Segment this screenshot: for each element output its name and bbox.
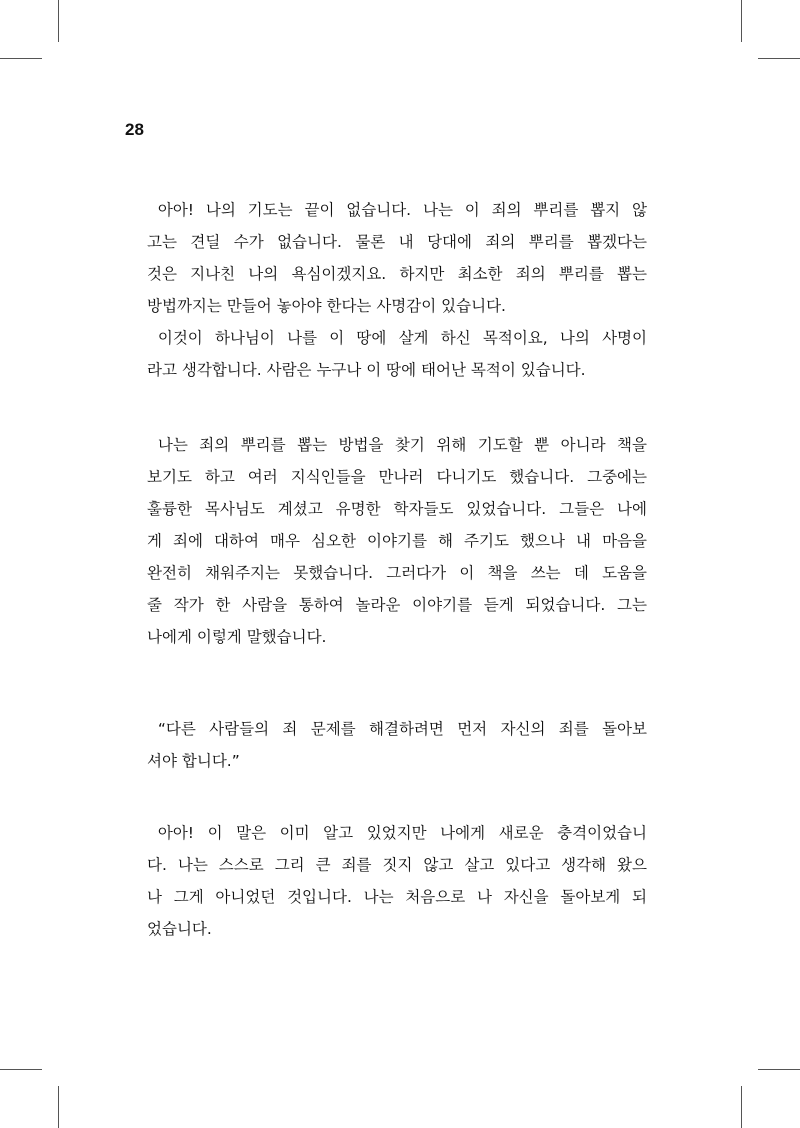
text-line: 아아! 나의 기도는 끝이 없습니다. 나는 이 죄의 뿌리를 뽑지 않 xyxy=(157,201,647,219)
crop-mark-top-left-horizontal xyxy=(0,58,42,59)
text-line: 것은 지나친 나의 욕심이겠지요. 하지만 최소한 죄의 뿌리를 뽑는 xyxy=(147,265,647,283)
crop-mark-top-right-vertical xyxy=(741,0,742,42)
text-line: 완전히 채워주지는 못했습니다. 그러다가 이 책을 쓰는 데 도움을 xyxy=(147,564,647,582)
text-line: 게 죄에 대하여 매우 심오한 이야기를 해 주기도 했으나 내 마음을 xyxy=(147,532,647,550)
text-line: 이것이 하나님이 나를 이 땅에 살게 하신 목적이요, 나의 사명이 xyxy=(157,329,647,347)
paragraph-1 xyxy=(147,194,647,322)
text-line: 나 그게 아니었던 것입니다. 나는 처음으로 나 자신을 돌아보게 되 xyxy=(147,888,647,906)
crop-mark-bottom-right-horizontal xyxy=(758,1069,800,1070)
paragraph-4 xyxy=(147,713,647,777)
text-line: 었습니다. xyxy=(147,920,212,938)
text-line: 고는 견딜 수가 없습니다. 물론 내 당대에 죄의 뿌리를 뽑겠다는 xyxy=(147,233,647,251)
crop-mark-bottom-left-horizontal xyxy=(0,1069,42,1070)
page-number: 28 xyxy=(125,120,144,139)
crop-mark-bottom-right-vertical xyxy=(741,1086,742,1128)
paragraph-2 xyxy=(147,322,647,386)
paragraph-3 xyxy=(147,429,647,653)
text-line: 보기도 하고 여러 지식인들을 만나러 다니기도 했습니다. 그중에는 xyxy=(147,468,647,486)
text-line: “다른 사람들의 죄 문제를 해결하려면 먼저 자신의 죄를 돌아보 xyxy=(157,720,647,738)
text-line: 아아! 이 말은 이미 알고 있었지만 나에게 새로운 충격이었습니 xyxy=(157,824,647,842)
paragraph-5 xyxy=(147,817,647,945)
text-line: 나는 죄의 뿌리를 뽑는 방법을 찾기 위해 기도할 뿐 아니라 책을 xyxy=(157,436,647,454)
crop-mark-bottom-left-vertical xyxy=(58,1086,59,1128)
text-line: 나에게 이렇게 말했습니다. xyxy=(147,628,327,646)
text-line: 줄 작가 한 사람을 통하여 놀라운 이야기를 듣게 되었습니다. 그는 xyxy=(147,596,647,614)
text-line: 방법까지는 만들어 놓아야 한다는 사명감이 있습니다. xyxy=(147,297,506,315)
text-line: 라고 생각합니다. 사람은 누구나 이 땅에 태어난 목적이 있습니다. xyxy=(147,361,586,379)
crop-mark-top-left-vertical xyxy=(58,0,59,42)
text-line: 다. 나는 스스로 그리 큰 죄를 짓지 않고 살고 있다고 생각해 왔으 xyxy=(147,856,647,874)
text-line: 훌륭한 목사님도 계셨고 유명한 학자들도 있었습니다. 그들은 나에 xyxy=(147,500,647,518)
crop-mark-top-right-horizontal xyxy=(758,58,800,59)
text-line: 셔야 합니다.” xyxy=(147,752,240,770)
